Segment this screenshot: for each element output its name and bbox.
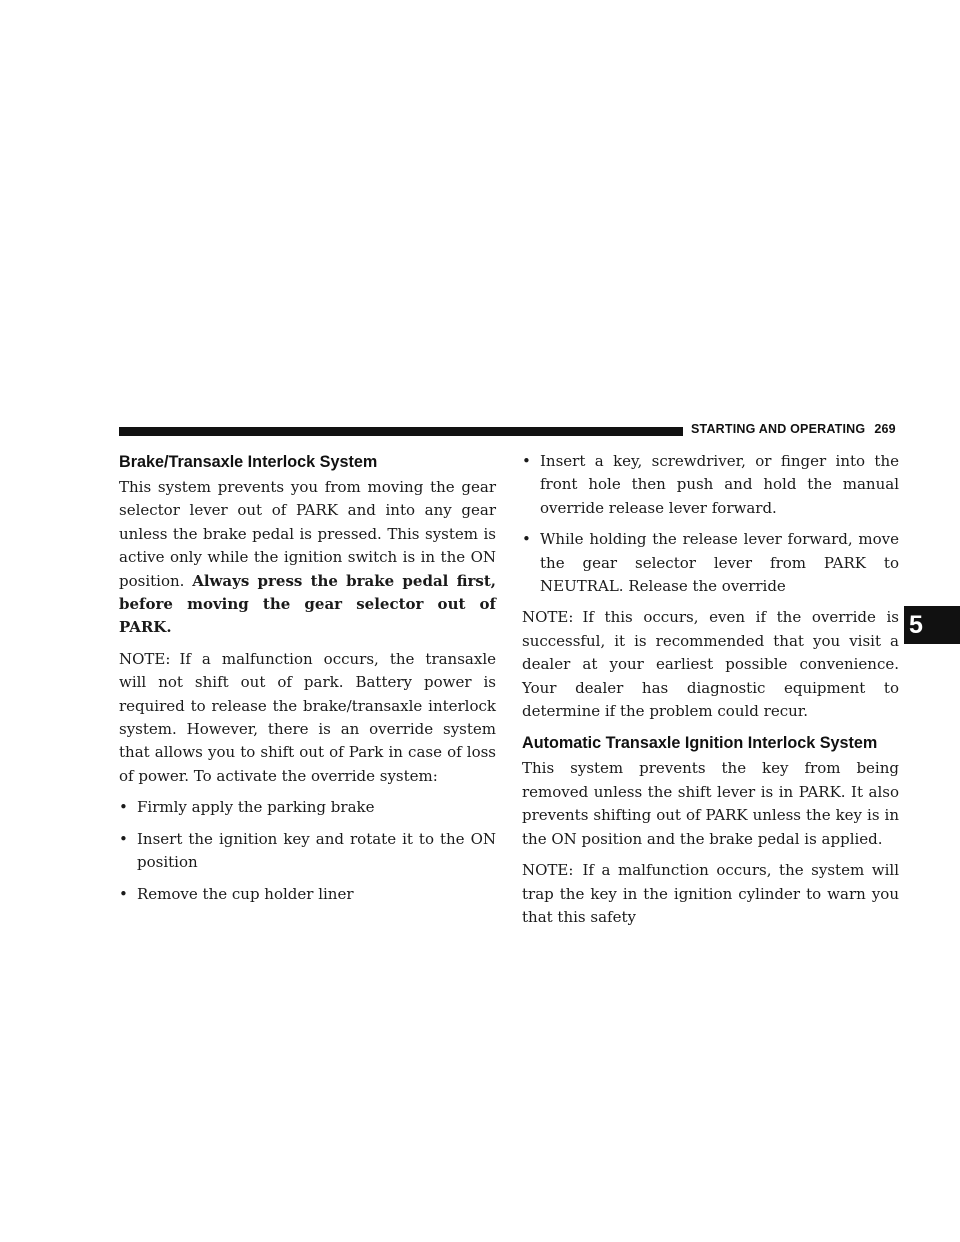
section-heading: Automatic Transaxle Ignition Interlock System xyxy=(522,734,878,753)
bullet-icon: • xyxy=(119,884,128,903)
bullet-icon: • xyxy=(522,530,531,549)
list-item-text: Remove the cup holder liner xyxy=(137,884,354,903)
list-item xyxy=(119,883,496,906)
page-number: 269 xyxy=(874,422,896,436)
bullet-icon: • xyxy=(119,798,128,817)
left-column xyxy=(119,450,496,914)
warning-text: Always press the brake pedal first, before moving the gear selector out of PARK. xyxy=(119,571,496,637)
list-item xyxy=(522,450,899,520)
list-item-text: Firmly apply the parking brake xyxy=(137,798,375,817)
paragraph: This system prevents the key from being removed unless the shift lever is in PARK. It also prevents shifting out of PARK unless the key is in the ON position and the brake pedal is applied. xyxy=(522,759,899,848)
chapter-tab xyxy=(904,606,960,644)
list-item-text: While holding the release lever forward, move the gear selector lever from PARK to NEUTRAL. Release the override xyxy=(540,530,899,596)
list-item xyxy=(119,828,496,875)
list-item xyxy=(522,528,899,598)
running-header xyxy=(691,422,896,436)
section-heading: Brake/Transaxle Interlock System xyxy=(119,453,378,471)
note-paragraph xyxy=(522,606,899,723)
paragraph-text: This system prevents you from moving the gear selector lever out of PARK and into any gear unless the brake pedal is pressed. This system is active only while the ignition switch is in the ON position. xyxy=(119,478,496,590)
note-label: NOTE: xyxy=(522,861,574,880)
bullet-list xyxy=(119,796,496,906)
paragraph xyxy=(119,476,496,640)
bullet-icon: • xyxy=(522,452,531,470)
note-text: If a malfunction occurs, the system will trap the key in the ignition cylinder to warn you that this safety xyxy=(522,861,899,926)
section-title: STARTING AND OPERATING xyxy=(691,422,866,436)
note-paragraph xyxy=(119,648,496,788)
note-paragraph xyxy=(522,859,899,929)
right-column xyxy=(522,450,899,929)
bullet-list xyxy=(522,450,899,598)
bullet-icon: • xyxy=(119,829,128,848)
list-item-text: Insert a key, screwdriver, or finger into the front hole then push and hold the manual override release lever forward. xyxy=(540,452,899,517)
note-text: If a malfunction occurs, the transaxle will not shift out of park. Battery power is required to release the brake/transaxle interlock system. However, there is an override system that allows you to shift out of Park in case of loss of power. To activate the override system: xyxy=(119,649,496,785)
note-label: NOTE: xyxy=(522,608,574,627)
header-rule xyxy=(119,427,683,436)
chapter-number: 5 xyxy=(909,610,923,639)
list-item xyxy=(119,796,496,819)
note-label: NOTE: xyxy=(119,649,171,668)
list-item-text: Insert the ignition key and rotate it to the ON position xyxy=(137,829,496,872)
note-text: If this occurs, even if the override is successful, it is recommended that you visit a dealer at your earliest possible convenience. Your dealer has diagnostic equipment to determine if the problem could recur. xyxy=(522,608,899,721)
